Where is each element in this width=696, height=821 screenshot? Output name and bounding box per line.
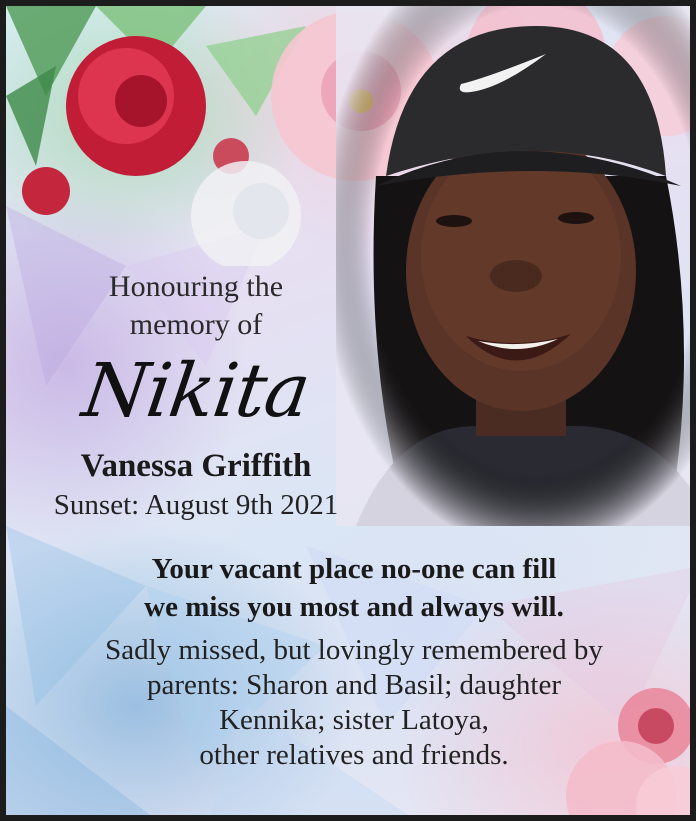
heading-line-1: Honouring the xyxy=(108,270,284,303)
tribute-line-3: Kennika; sister Latoya, xyxy=(219,704,489,736)
memorial-verse xyxy=(26,550,682,626)
portrait-photo xyxy=(336,6,696,526)
first-name: Nikita xyxy=(77,348,315,434)
tribute-line-4: other relatives and friends. xyxy=(199,739,509,771)
full-name: Vanessa Griffith xyxy=(80,448,312,484)
tribute-line-1: Sadly missed, but lovingly remembered by xyxy=(105,634,603,666)
sunset-date: Sunset: August 9th 2021 xyxy=(53,489,339,521)
tribute-line-2: parents: Sharon and Basil; daughter xyxy=(147,669,561,701)
honouring-heading xyxy=(46,268,346,344)
heading-line-2: memory of xyxy=(129,308,263,341)
tribute-text xyxy=(16,633,692,773)
verse-line-2: we miss you most and always will. xyxy=(144,591,564,623)
verse-line-1: Your vacant place no-one can fill xyxy=(151,553,557,585)
